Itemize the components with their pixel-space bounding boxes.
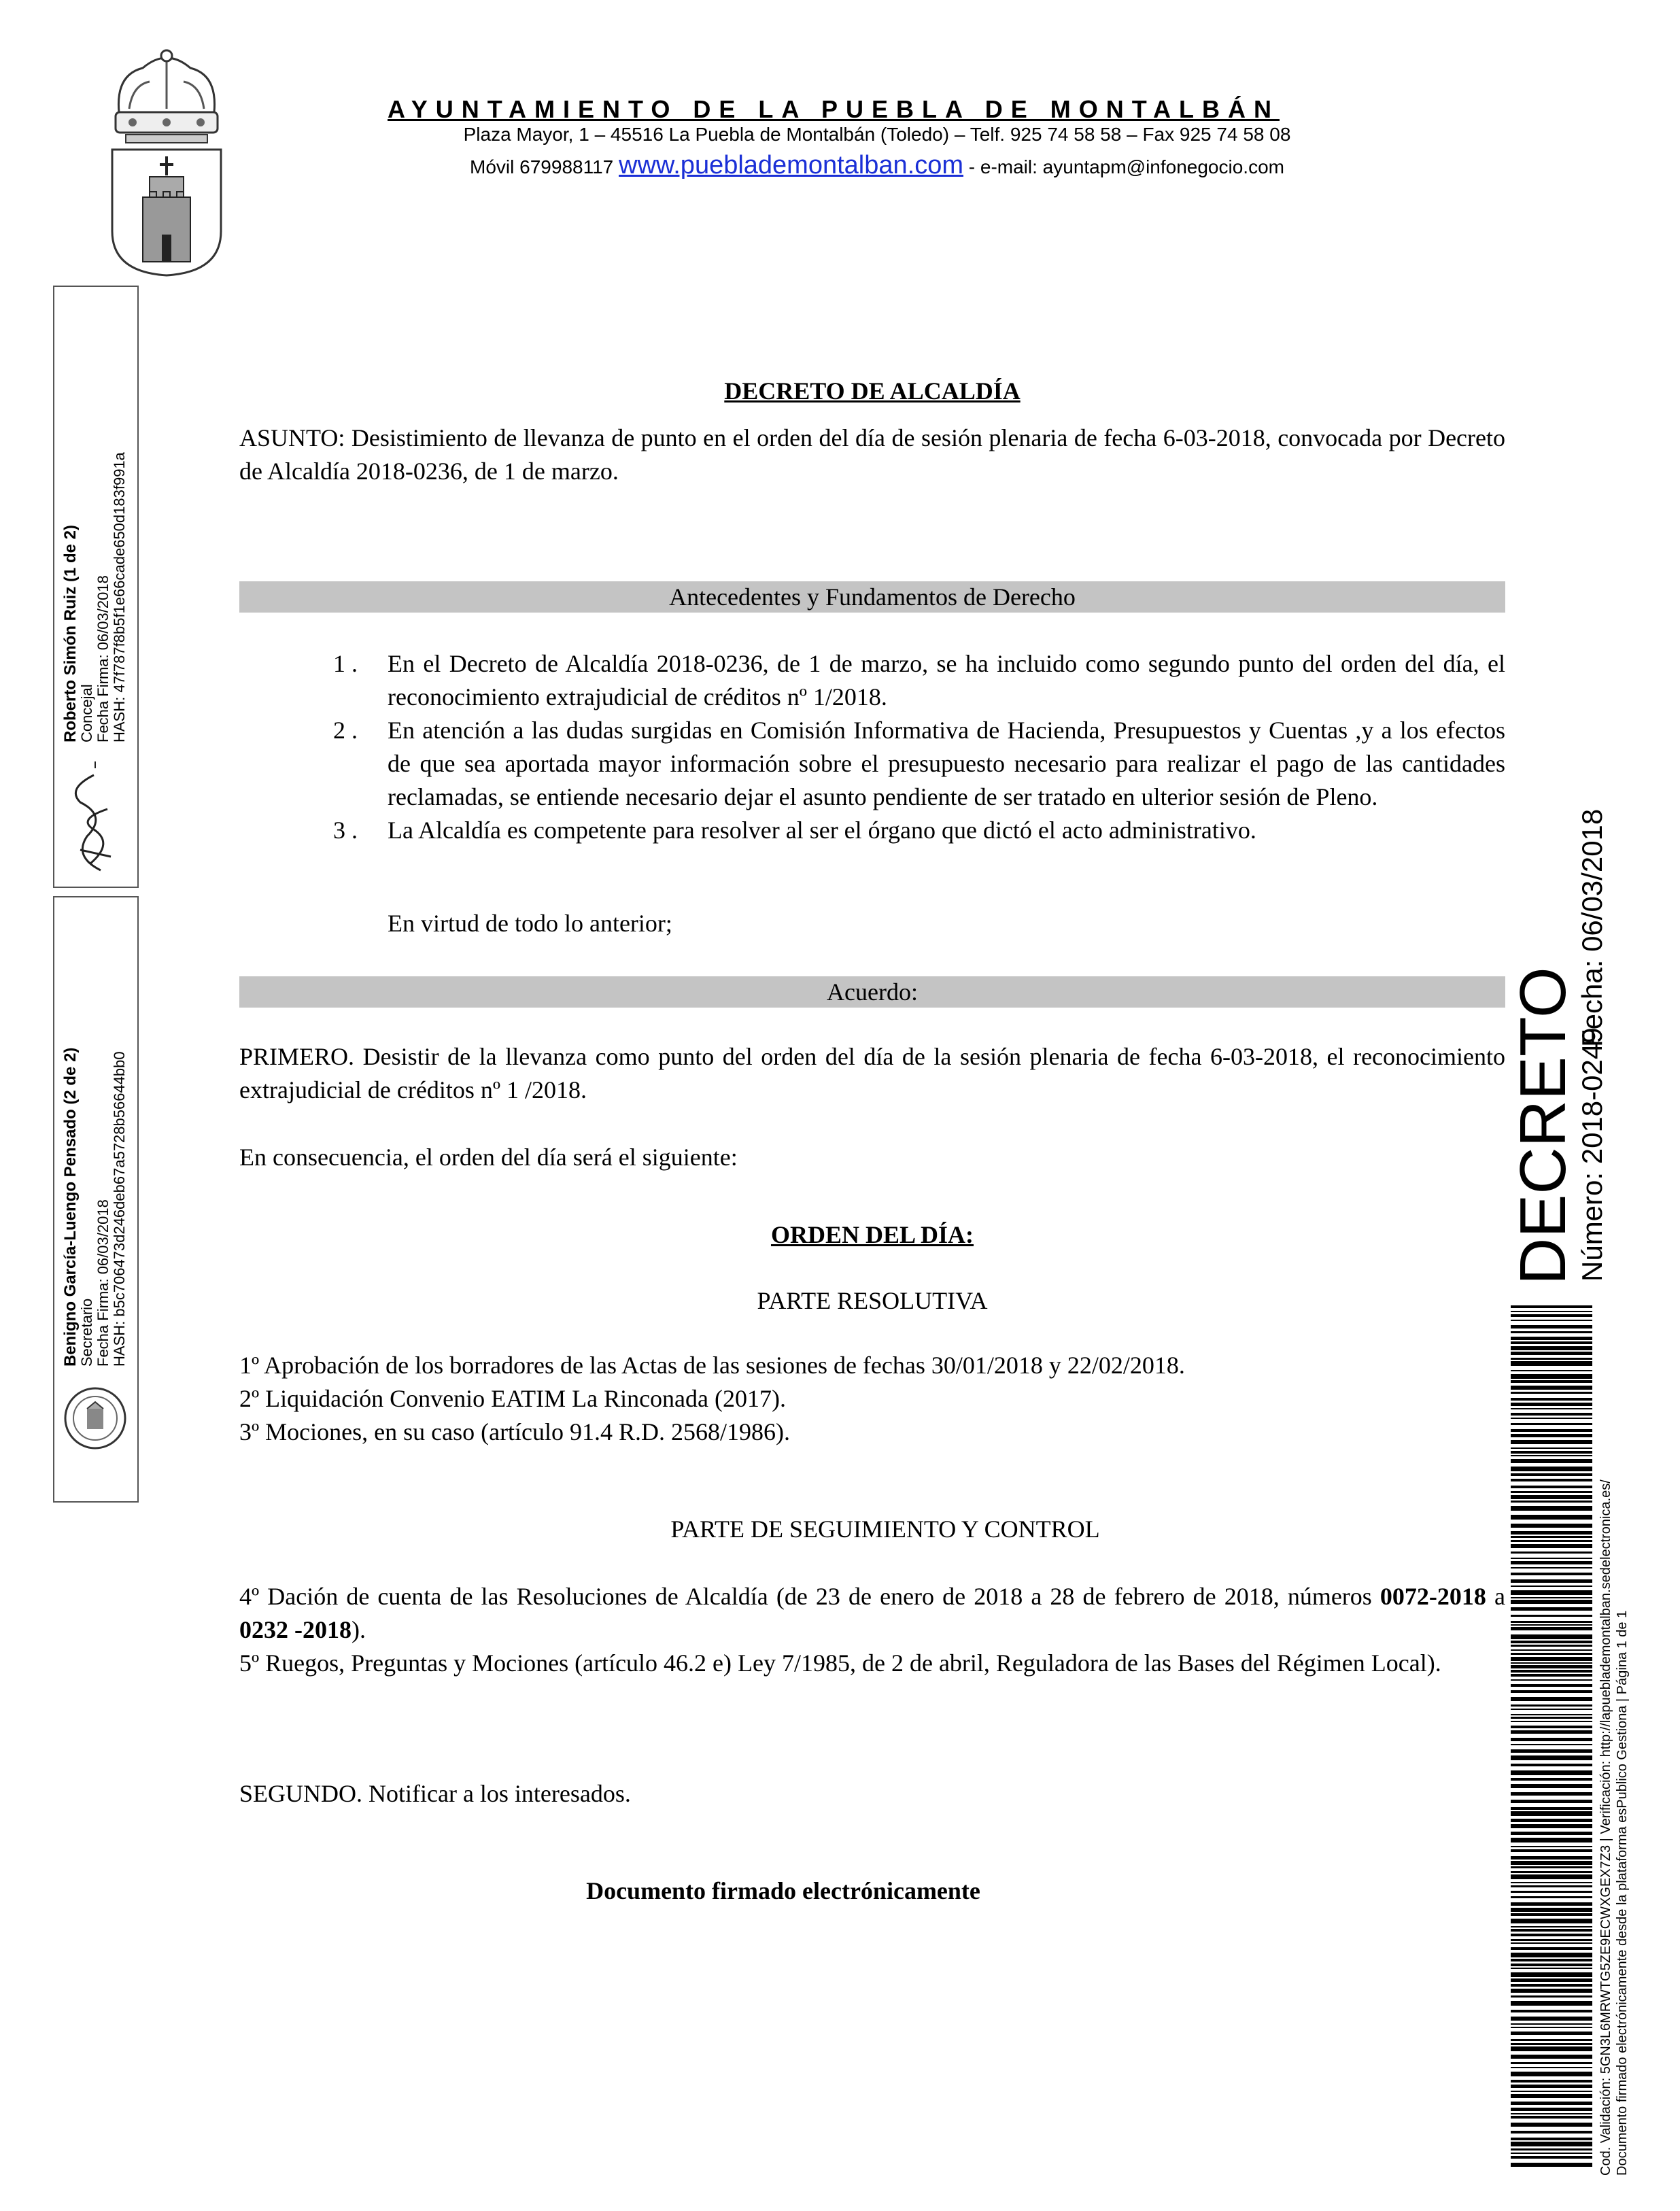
validation-code-text: Cod. Validación: 5GN3L6MRWTG5ZE9ECWXGEX7Z3 | Verificación: http://lapueblademontalban.sedelectronica.es/ xyxy=(1598,1479,1613,2176)
signer-1-name: Roberto Simón Ruiz (1 de 2) xyxy=(61,524,80,742)
signer-2-name: Benigno García-Luengo Pensado (2 de 2) xyxy=(61,1047,80,1367)
document-title: DECRETO DE ALCALDÍA xyxy=(724,377,1021,405)
signer-1-hash: HASH: 47f787f8b5f1e66cade650d183f991a xyxy=(111,452,128,742)
website-link[interactable]: www.pueblademontalban.com xyxy=(619,151,963,179)
decreto-stamp-word: DECRETO xyxy=(1507,967,1579,1285)
signer-1-date: Fecha Firma: 06/03/2018 xyxy=(95,575,112,742)
list-text: La Alcaldía es competente para resolver al ser el órgano que dictó el acto administrativo. xyxy=(388,817,1256,844)
signer-2-date: Fecha Firma: 06/03/2018 xyxy=(95,1199,112,1367)
primero-paragraph: PRIMERO. Desistir de la llevanza como punto del orden del día de la sesión plenaria de fecha 6-03-2018, el reconocimiento extrajudicial de créditos nº 1 /2018. xyxy=(239,1043,1505,1103)
list-text: En atención a las dudas surgidas en Comisión Informativa de Hacienda, Presupuestos y Cuentas ,y a los efectos de que sea aportada mayor información sobre el presupuesto necesario para realizar el pago de las cantidades reclamadas, se entiende necesario dejar el asunto pendiente de ser tratado en ulterior sesión de Pleno. xyxy=(388,717,1505,810)
decreto-date: Fecha: 06/03/2018 xyxy=(1576,808,1608,1047)
list-item xyxy=(333,814,1505,847)
validation-barcode xyxy=(1511,1305,1592,2176)
agenda-item-5: 5º Ruegos, Preguntas y Mociones (artículo 46.2 e) Ley 7/1985, de 2 de abril, Reguladora de las Bases del Régimen Local). xyxy=(239,1649,1441,1677)
parte-resolutiva-heading: PARTE RESOLUTIVA xyxy=(757,1287,988,1314)
agenda-item: 1º Aprobación de los borradores de las Actas de las sesiones de fechas 30/01/2018 y 22/02/2018. xyxy=(239,1352,1185,1379)
signer-2-role: Secretario xyxy=(78,1298,95,1367)
mobile-number: Móvil 679988117 xyxy=(470,156,614,177)
agenda-item-4: 4º Dación de cuenta de las Resoluciones de Alcaldía (de 23 de enero de 2018 a 28 de febrero de 2018, números 0072-2018 a 0232 -2018). xyxy=(239,1583,1505,1643)
section-acuerdo-heading: Acuerdo: xyxy=(239,976,1505,1008)
section-antecedentes-heading: Antecedentes y Fundamentos de Derecho xyxy=(239,581,1505,613)
list-number: 3 . xyxy=(333,817,358,844)
asunto-paragraph: ASUNTO: Desistimiento de llevanza de punto en el orden del día de sesión plenaria de fecha 6-03-2018, convocada por Decreto de Alcaldía 2018-0236, de 1 de marzo. xyxy=(239,424,1505,485)
consecuencia-text: En consecuencia, el orden del día será el siguiente: xyxy=(239,1144,738,1171)
municipality-contact xyxy=(388,151,1367,180)
list-text: En el Decreto de Alcaldía 2018-0236, de 1 de marzo, se ha incluido como segundo punto del orden del día, el reconocimiento extrajudicial de créditos nº 1/2018. xyxy=(388,650,1505,710)
email-address: - e-mail: ayuntapm@infonegocio.com xyxy=(968,156,1284,177)
agenda-item: 2º Liquidación Convenio EATIM La Rinconada (2017). xyxy=(239,1385,786,1412)
decreto-number: Número: 2018-0249 xyxy=(1576,1027,1608,1282)
en-virtud-text: En virtud de todo lo anterior; xyxy=(388,910,672,937)
parte-seguimiento-heading: PARTE DE SEGUIMIENTO Y CONTROL xyxy=(670,1515,1100,1543)
platform-note-text: Documento firmado electrónicamente desde la plataforma esPublico Gestiona | Página 1 de 1 xyxy=(1615,1610,1630,2176)
signature-2-details xyxy=(63,1048,128,1367)
signer-1-role: Concejal xyxy=(78,684,95,742)
list-item xyxy=(333,714,1505,814)
signer-2-hash: HASH: b5c706473d246deb67a5728b56644bb0 xyxy=(111,1051,128,1367)
antecedentes-list xyxy=(333,647,1505,847)
list-item xyxy=(333,647,1505,714)
official-seal-icon xyxy=(63,1386,128,1451)
signed-electronically-note: Documento firmado electrónicamente xyxy=(586,1877,980,1904)
municipality-name: AYUNTAMIENTO DE LA PUEBLA DE MONTALBÁN xyxy=(388,95,1280,123)
resolutiva-items xyxy=(239,1349,1505,1449)
handwritten-signature xyxy=(60,761,128,877)
signature-1-details xyxy=(63,452,128,742)
municipality-address: Plaza Mayor, 1 – 45516 La Puebla de Montalbán (Toledo) – Telf. 925 74 58 58 – Fax 925 74 58 08 xyxy=(463,124,1291,145)
municipal-coat-of-arms xyxy=(102,48,231,279)
list-number: 2 . xyxy=(333,717,358,744)
segundo-paragraph: SEGUNDO. Notificar a los interesados. xyxy=(239,1780,631,1807)
orden-del-dia-title: ORDEN DEL DÍA: xyxy=(770,1221,974,1248)
list-number: 1 . xyxy=(333,650,358,677)
agenda-item: 3º Mociones, en su caso (artículo 91.4 R.D. 2568/1986). xyxy=(239,1418,791,1445)
